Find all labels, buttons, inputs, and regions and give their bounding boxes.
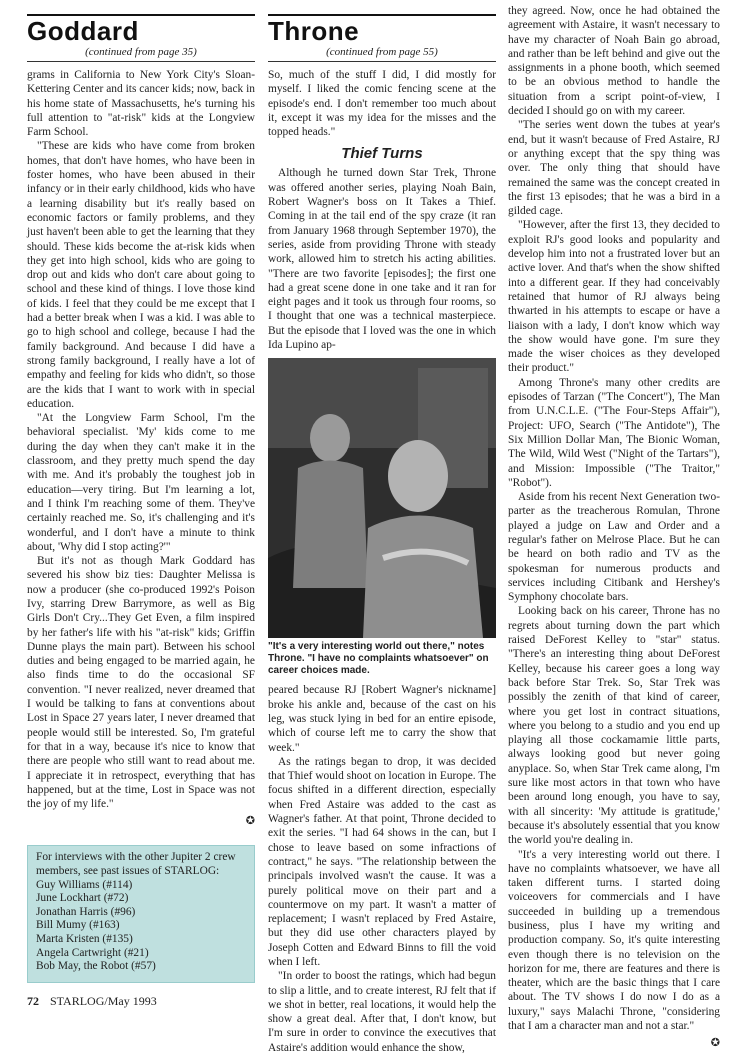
goddard-paragraph-4: But it's not as though Mark Goddard has severed his show biz ties: Daughter Melissa is now a producer (she co-produced 1992's Poison Ivy, starring Drew Barrymore, as well as Big Girls Don't Cry...They Get Even, a film inspired by her father's life with his "at-risk" kids; Griffin Dunne plays the main part). Between his school duties and being engaged to be married again, he also finds time to do the occasional SF convention. "I never realized, never dreamed that I would be talking to fans at conventions about Lost in Space 27 years later, I never dreamed that people would still be interested. So, I'm grateful for that in a way, because it's nice to know that there are people who still want to read about me. I appreciate it in retrospect, everything that has happened, but at the time, Lost in Space was not the joy of my life." bbox=[27, 555, 255, 811]
throne-photo-art bbox=[268, 358, 496, 638]
throne-photo bbox=[268, 358, 496, 638]
throne-paragraph-12: "It's a very interesting world out there. I have no complaints whatsoever, we have all taken different turns. I started doing voiceovers for commercials and I have succeeded in building up a tremendous business, plus I have my writing and production company. So, it's quite interesting even though there is no television on the horizon for me, there are features and there is theater, which are the basic things that I care about. The TV shows I do now I do as a luxury," says Malachi Throne, "considering that I am a character man and not a star." bbox=[508, 848, 720, 1033]
crew-interviews-sidebar bbox=[27, 845, 255, 983]
goddard-paragraph-2: "These are kids who have come from broken homes, that don't have homes, who have been in foster homes, who have been abused in their infancy or in their early childhood, kids who have a learning disability but it's really based on economic factors or family problems, and they just haven't been able to get the learning that they should. These kids become the at-risk kids when they get into high school, kids who are going to drop out and kids who don't care about going to school and these kind of things. I love those kind of kids. I feel that they could be me except that I had a better break when I was a kid. I was able to go to high school and college, because I had the family background. And because I did have a strong family background, I really have a lot of empathy and feeling for kids who didn't, so those are the kids that I want to work with in special education. bbox=[27, 140, 255, 410]
goddard-paragraph-1: grams in California to New York City's Sloan-Kettering Center and its cancer kids; now, back in his home state of Massachusetts, he's turning his full attention to "at-risk" kids at the Longview Farm School. bbox=[27, 69, 255, 139]
throne-continued-line: (continued from page 55) bbox=[268, 46, 496, 62]
throne-paragraph-5: "In order to boost the ratings, which had begun to slip a little, and to create interest, RJ felt that if we shot in better, real locations, it would help the show a great deal. After that, I don't know, but I'm sure in order to convince the executives that Astaire's addition would enhance the show, bbox=[268, 970, 496, 1054]
sidebar-item: Marta Kristen (#135) bbox=[36, 932, 133, 945]
throne-paragraph-6: they agreed. Now, once he had obtained the agreement with Astaire, it wasn't necessary to have my character of Noah Bain go abroad, and rather than be left behind and give out the assignments in a phone booth, which seemed to be an obvious method to handle the situation from a script point-of-view, I decided I should go on with my career. bbox=[508, 5, 720, 118]
throne-paragraph-3: peared because RJ [Robert Wagner's nickname] broke his ankle and, because of the cast on his leg, was stuck lying in bed for an entire episode, which of course left me to carry the show that week." bbox=[268, 684, 496, 754]
throne-column-continued bbox=[508, 0, 720, 1051]
throne-column bbox=[268, 0, 496, 1055]
throne-paragraph-11: Looking back on his career, Throne has no regrets about turning down the part which raised DeForest Kelley to "star" status. "There's an interesting thing about DeForest Kelley, because his career goes a long way back before Star Trek. So, Star Trek was possibly the zenith of that kind of career, where you get lost in contract situations, where you belong to a studio and you end up playing all those cockamamie little parts, always looking good but never going anyplace. So, when Star Trek came along, I'm sure like most actors in that town who have been around long enough, you have to say, with all sincerity: 'My attitude is gratitude,' because it's absolutely essential that you know the world you're dealing in. bbox=[508, 605, 720, 847]
sidebar-item: Angela Cartwright (#21) bbox=[36, 946, 149, 959]
sidebar-item: Bill Mumy (#163) bbox=[36, 919, 120, 932]
sidebar-item: Bob May, the Robot (#57) bbox=[36, 960, 156, 973]
magazine-issue: STARLOG/May 1993 bbox=[50, 994, 157, 1008]
sidebar-intro: For interviews with the other Jupiter 2 crew members, see past issues of STARLOG: bbox=[36, 851, 236, 877]
photo-caption: "It's a very interesting world out there," notes Throne. "I have no complaints whatsoever" on career choices made. bbox=[268, 641, 489, 677]
throne-paragraph-1: So, much of the stuff I did, I did mostly for myself. I liked the comic fencing scene at the episode's end. I don't remember too much about it, except it was my idea for the misses and the topped heads." bbox=[268, 69, 496, 139]
throne-paragraph-9: Among Throne's many other credits are episodes of Tarzan ("The Concert"), The Man from U.N.C.L.E. ("The Four-Steps Affair"), Project: UFO, Search ("The Antidote"), The Six Million Dollar Man, The Bionic Woman, The Wild, Wild West ("Night of the Tartars"), and Mission: Impossible ("The Traitor," "Robot"). bbox=[508, 376, 720, 489]
sidebar-item: Guy Williams (#114) bbox=[36, 878, 133, 891]
goddard-continued-line: (continued from page 35) bbox=[27, 46, 255, 62]
page-footer bbox=[27, 994, 157, 1009]
throne-paragraph-2: Although he turned down Star Trek, Throne was offered another series, playing Noah Bain, Robert Wagner's boss on It Takes a Thief. Coming in at the tail end of the spy craze (it ran from January 1968 through September 1970), the series, aside from providing Throne with steady work, allowed him to stretch his acting abilities. "There are two favorite [episodes]; the first one had a great scene done in one take and it ran for eight pages and it took us through four rooms, so I thought that one was a technical masterpiece. But the episode that I loved was the one in which Ida Lupino ap- bbox=[268, 167, 496, 352]
throne-paragraph-7: "The series went down the tubes at year's end, but it wasn't because of Fred Astaire, RJ or anything except that the spy thing was over. The only thing that should have remained the same was the concept created in the first 13 episodes; that he was a bird in a gilded cage. bbox=[508, 119, 720, 218]
goddard-heading: Goddard bbox=[27, 14, 255, 46]
sidebar-item: Jonathan Harris (#96) bbox=[36, 905, 136, 918]
page-number: 72 bbox=[27, 994, 39, 1008]
throne-paragraph-8: "However, after the first 13, they decided to exploit RJ's good looks and popularity and develop him into not a frustrated lover but an active lover. And that's when the show shifted into a different gear. If they had conceivably retained that humor of RJ always being thwarted in his attempts to escape or have a liaison with a lady, I don't know which way the show would have gone. I'm sure they made the wiser choices as they developed their product." bbox=[508, 219, 720, 375]
throne-paragraph-10: Aside from his recent Next Generation two-parter as the treacherous Romulan, Throne played a judge on Law and Order and a regular's father on Melrose Place. But he can be heard on both radio and TV as the spokesman for numerous products and services including Citibank and Hershey's Symphony chocolate bars. bbox=[508, 491, 720, 604]
sidebar-item: June Lockhart (#72) bbox=[36, 892, 129, 905]
sidebar-list bbox=[36, 879, 246, 974]
goddard-end-mark: ✪ bbox=[245, 814, 255, 828]
throne-paragraph-4: As the ratings began to drop, it was decided that Thief would shoot on location in Europe. The focus shifted in a different direction, especially when Fred Astaire was added to the cast as Wagner's father. At that point, Throne decided to exit the series. "I had 64 shows in the can, but I chose to leave based on some infractions of contract," he says. "The relationship between the principals involved wasn't the cause. It was a purely political move on their part and a countermove on my part. It wasn't a matter of replacement; I wasn't replaced by Fred Astaire, but they did use other characters played by Joseph Cotten and Edward Binns to fill the void when I left. bbox=[268, 755, 496, 968]
goddard-column bbox=[27, 0, 255, 829]
thief-turns-subhead: Thief Turns bbox=[341, 145, 423, 163]
throne-end-mark: ✪ bbox=[710, 1036, 720, 1050]
throne-heading: Throne bbox=[268, 14, 496, 46]
goddard-paragraph-3: "At the Longview Farm School, I'm the behavioral specialist. 'My' kids come to me during the day when they can't make it in the classroom, and they pretty much spend the day with me. And it's probably the toughest job in education—very tiring. But I'm learning a lot, and I think I'm reaching some of them. They've certainly reached me. So, it's challenging and it's wonderful, and I don't have a minute to think about, 'Why did I stop acting?'" bbox=[27, 412, 255, 553]
